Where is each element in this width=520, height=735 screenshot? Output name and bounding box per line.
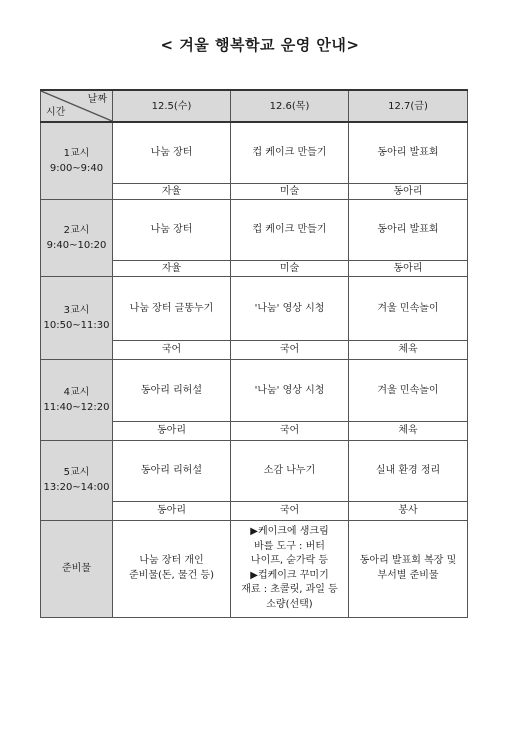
prep-cell (231, 520, 349, 617)
period-row (41, 122, 468, 183)
period-row (41, 199, 468, 260)
subject-cell: 자율 (113, 260, 231, 276)
activity-cell: '나눔' 영상 시청 (231, 359, 349, 421)
subject-cell: 미술 (231, 260, 349, 276)
prep-line: 나눔 장터 개인 (139, 555, 204, 566)
subject-cell: 동아리 (113, 501, 231, 520)
subject-cell: 봉사 (349, 501, 468, 520)
prep-line: 나이프, 숟가락 등 (250, 555, 329, 566)
subject-cell: 동아리 (349, 183, 468, 199)
activity-cell: 동아리 발표회 (349, 199, 468, 260)
schedule-table (40, 89, 468, 618)
period-name: 5교시 (63, 467, 90, 478)
subject-cell: 국어 (231, 501, 349, 520)
period-time: 13:20~14:00 (43, 482, 110, 493)
prep-line: 동아리 발표회 복장 및 (359, 555, 457, 566)
activity-cell: 소감 나누기 (231, 440, 349, 501)
activity-cell: 실내 환경 정리 (349, 440, 468, 501)
period-time: 9:40~10:20 (46, 239, 107, 251)
activity-cell: 동아리 리허설 (113, 359, 231, 421)
day-header: 12.5(수) (113, 90, 231, 122)
subject-cell: 미술 (231, 183, 349, 199)
prep-row (41, 520, 468, 617)
day-header: 12.7(금) (349, 90, 468, 122)
period-time: 9:00~9:40 (49, 162, 104, 174)
period-time: 10:50~11:30 (43, 319, 110, 331)
activity-cell: '나눔' 영상 시청 (231, 276, 349, 340)
subject-cell: 자율 (113, 183, 231, 199)
subject-cell: 동아리 (349, 260, 468, 276)
prep-line: 소량(선택) (266, 598, 313, 610)
activity-cell: 나눔 장터 (113, 122, 231, 183)
period-time: 11:40~12:20 (43, 401, 110, 413)
subject-cell: 국어 (231, 421, 349, 440)
activity-cell: 나눔 장터 (113, 199, 231, 260)
corner-time-label: 시간 (46, 107, 66, 118)
subject-cell: 체육 (349, 421, 468, 440)
prep-line: 재료 : 초콜릿, 과일 등 (241, 584, 338, 595)
period-row (41, 276, 468, 340)
period-cell (41, 199, 113, 276)
period-cell (41, 359, 113, 440)
activity-cell: 동아리 발표회 (349, 122, 468, 183)
period-cell (41, 440, 113, 520)
activity-cell: 컵 케이크 만들기 (231, 122, 349, 183)
prep-label: 준비물 (41, 520, 113, 617)
page-title: < 겨울 행복학교 운영 안내> (160, 36, 360, 54)
prep-cell (113, 520, 231, 617)
activity-cell: 동아리 리허설 (113, 440, 231, 501)
header-corner-cell (41, 90, 113, 122)
period-cell (41, 276, 113, 359)
prep-line: ▶케이크에 생크림 (250, 526, 329, 537)
activity-cell: 겨울 민속놀이 (349, 359, 468, 421)
prep-line: 바를 도구 : 버터 (254, 540, 325, 552)
subject-cell: 동아리 (113, 421, 231, 440)
prep-line: 준비물(돈, 물건 등) (129, 569, 214, 581)
header-row (41, 90, 468, 122)
prep-line: ▶컵케이크 꾸미기 (250, 569, 329, 581)
period-row (41, 359, 468, 421)
period-cell (41, 122, 113, 199)
corner-date-label: 날짜 (87, 94, 107, 105)
period-name: 2교시 (63, 224, 90, 236)
activity-cell: 겨울 민속놀이 (349, 276, 468, 340)
prep-line: 부서별 준비물 (377, 569, 439, 581)
period-name: 4교시 (63, 386, 90, 398)
activity-cell: 나눔 장터 글똥누기 (113, 276, 231, 340)
day-header: 12.6(목) (231, 90, 349, 122)
subject-cell: 국어 (113, 340, 231, 359)
subject-cell: 체육 (349, 340, 468, 359)
subject-cell: 국어 (231, 340, 349, 359)
period-name: 3교시 (63, 304, 90, 316)
period-name: 1교시 (63, 147, 90, 159)
prep-cell (349, 520, 468, 617)
activity-cell: 컵 케이크 만들기 (231, 199, 349, 260)
period-row (41, 440, 468, 501)
